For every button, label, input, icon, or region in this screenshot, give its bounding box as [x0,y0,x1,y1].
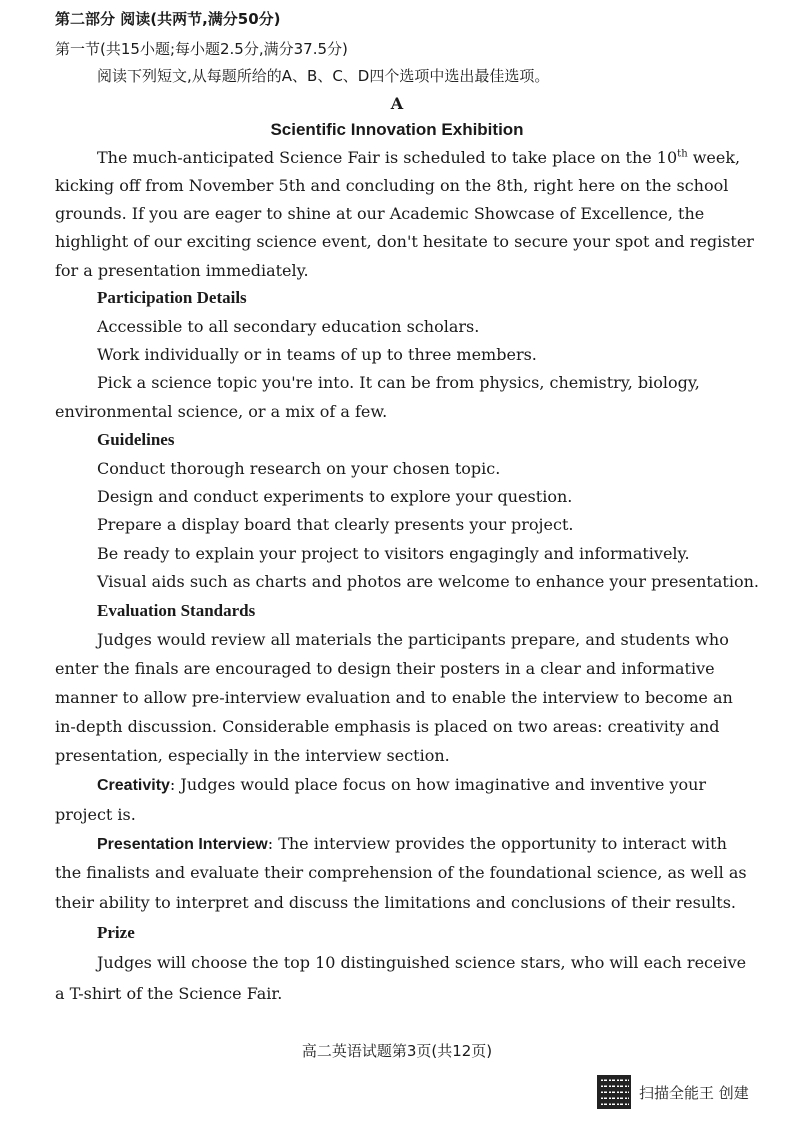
interview-line: Presentation Interview: The interview provides the opportunity to interact with [97,834,727,853]
guideline-item: Design and conduct experiments to explore your question. [97,487,573,506]
participation-item: Work individually or in teams of up to three members. [97,345,537,364]
page-footer: 高二英语试题第3页(共12页) [301,1042,493,1060]
section-label: 第一节(共15小题;每小题2.5分,满分37.5分) [55,40,348,58]
intro-line-1: The much-anticipated Science Fair is scheduled to take place on the 10th week, [97,148,741,167]
guideline-item: Visual aids such as charts and photos are welcome to enhance your presentation. [97,572,759,591]
evaluation-heading: Evaluation Standards [97,601,256,620]
ordinal-suffix: th [677,148,688,160]
interview-line-cont: the finalists and evaluate their comprehension of the foundational science, as well as [55,863,747,882]
creativity-line-cont: project is. [55,805,136,824]
creativity-label: Creativity [97,777,170,794]
creativity-line: Creativity: Judges would place focus on how imaginative and inventive your [97,775,707,794]
participation-item-cont: environmental science, or a mix of a few. [55,402,388,421]
participation-item: Accessible to all secondary education scholars. [97,317,480,336]
evaluation-line: manner to allow pre-interview evaluation and to enable the interview to become an [55,688,733,707]
evaluation-line: in-depth discussion. Considerable emphasis is placed on two areas: creativity and [55,717,720,736]
participation-item: Pick a science topic you're into. It can be from physics, chemistry, biology, [97,373,700,392]
prize-heading: Prize [97,923,135,942]
evaluation-line: Judges would review all materials the participants prepare, and students who [97,630,729,649]
participation-heading: Participation Details [97,288,247,307]
qr-code-icon [597,1075,631,1109]
prize-line: Judges will choose the top 10 distinguished science stars, who will each receive [97,953,747,972]
instruction: 阅读下列短文,从每题所给的A、B、C、D四个选项中选出最佳选项。 [97,67,550,85]
guideline-item: Be ready to explain your project to visitors engagingly and informatively. [97,544,690,563]
prize-line-cont: a T-shirt of the Science Fair. [55,984,283,1003]
evaluation-line: enter the finals are encouraged to design their posters in a clear and informative [55,659,715,678]
scanner-text: 扫描全能王 创建 [639,1083,749,1102]
guideline-item: Conduct thorough research on your chosen topic. [97,459,501,478]
intro-line-4: highlight of our exciting science event, don't hesitate to secure your spot and register [55,232,754,251]
part-label: 第二部分 阅读(共两节,满分50分) [55,10,281,28]
guidelines-heading: Guidelines [97,430,175,449]
intro-line-5: for a presentation immediately. [55,261,309,280]
passage-letter: A [390,94,404,113]
guideline-item: Prepare a display board that clearly presents your project. [97,515,574,534]
scanner-watermark [597,1075,749,1109]
evaluation-line: presentation, especially in the interview section. [55,746,450,765]
interview-line-cont: their ability to interpret and discuss the limitations and conclusions of their results. [55,893,736,912]
intro-line-2: kicking off from November 5th and concluding on the 8th, right here on the school [55,176,729,195]
intro-line-3: grounds. If you are eager to shine at our Academic Showcase of Excellence, the [55,204,705,223]
interview-label: Presentation Interview [97,836,268,853]
passage-title: Scientific Innovation Exhibition [270,120,524,139]
